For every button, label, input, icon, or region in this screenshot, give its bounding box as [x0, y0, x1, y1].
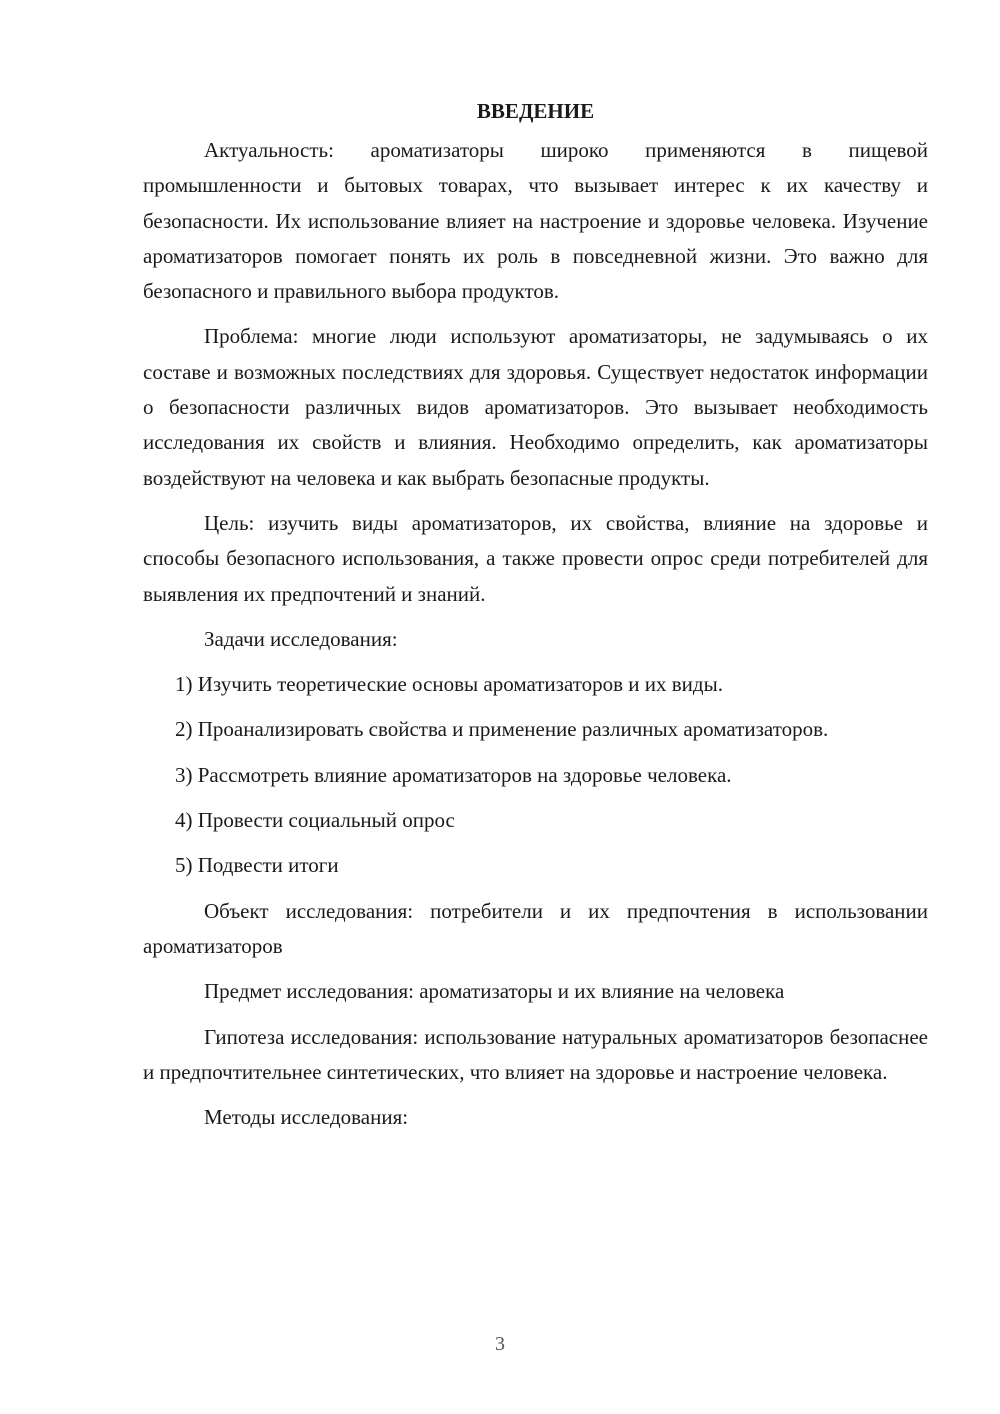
page-title: ВВЕДЕНИЕ — [476, 99, 595, 123]
task-item-1: 1) Изучить теоретические основы ароматизаторов и их виды. — [175, 672, 723, 697]
paragraph-methods: Методы исследования: — [204, 1105, 409, 1130]
paragraph-object: Объект исследования: потребители и их предпочтения в использовании ароматизаторов — [143, 898, 928, 958]
paragraph-subject: Предмет исследования: ароматизаторы и их влияние на человека — [204, 979, 785, 1004]
task-item-2: 2) Проанализировать свойства и применение различных ароматизаторов. — [175, 717, 829, 742]
document-page — [143, 92, 928, 1145]
paragraph-problem: Проблема: многие люди используют ароматизаторы, не задумываясь о их составе и возможных последствиях для здоровья. Существует недостаток информации о безопасности различных видов ароматизаторов. Это вызывает необходимость исследования их свойств и влияния. Необходимо определить, как ароматизаторы воздействуют на человека и как выбрать безопасные продукты. — [143, 324, 928, 490]
task-item-5: 5) Подвести итоги — [175, 853, 339, 878]
paragraph-goal: Цель: изучить виды ароматизаторов, их свойства, влияние на здоровье и способы безопасного использования, а также провести опрос среди потребителей для выявления их предпочтений и знаний. — [143, 510, 928, 606]
paragraph-hypothesis: Гипотеза исследования: использование натуральных ароматизаторов безопаснее и предпочтительнее синтетических, что влияет на здоровье и настроение человека. — [143, 1024, 928, 1084]
task-item-4: 4) Провести социальный опрос — [175, 808, 455, 833]
task-item-3: 3) Рассмотреть влияние ароматизаторов на здоровье человека. — [175, 762, 732, 787]
page-number: 3 — [495, 1333, 505, 1355]
paragraph-relevance: Актуальность: ароматизаторы широко применяются в пищевой промышленности и бытовых товарах, что вызывает интерес к их качеству и безопасности. Их использование влияет на настроение и здоровье человека. Изучение ароматизаторов помогает понять их роль в повседневной жизни. Это важно для безопасного и правильного выбора продуктов. — [143, 138, 928, 304]
paragraph-tasks-heading: Задачи исследования: — [204, 626, 398, 651]
